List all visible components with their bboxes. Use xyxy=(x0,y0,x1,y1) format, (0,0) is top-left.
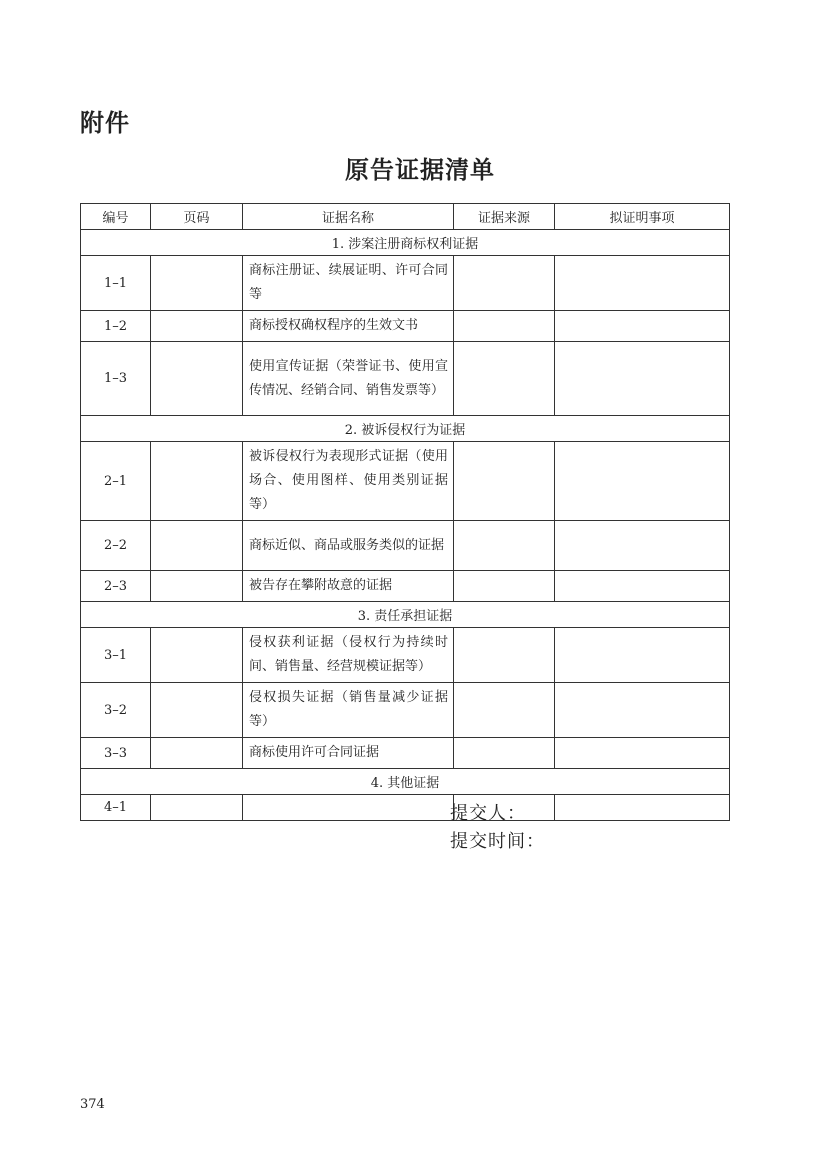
row-evidence-name: 被告存在攀附故意的证据 xyxy=(243,571,454,602)
row-page xyxy=(151,738,243,769)
header-purpose: 拟证明事项 xyxy=(555,204,730,230)
row-evidence-name xyxy=(243,795,454,821)
row-purpose xyxy=(555,571,730,602)
table-row xyxy=(81,521,730,571)
row-evidence-name: 被诉侵权行为表现形式证据（使用场合、使用图样、使用类别证据等） xyxy=(243,442,454,521)
row-evidence-source xyxy=(454,683,555,738)
row-page xyxy=(151,571,243,602)
table-header-row xyxy=(81,204,730,230)
row-number: 4–1 xyxy=(81,795,151,821)
row-evidence-source xyxy=(454,628,555,683)
row-evidence-name: 商标授权确权程序的生效文书 xyxy=(243,311,454,342)
section-row xyxy=(81,769,730,795)
row-evidence-source xyxy=(454,571,555,602)
header-evidence-name: 证据名称 xyxy=(243,204,454,230)
row-purpose xyxy=(555,521,730,571)
table-row xyxy=(81,683,730,738)
table-row xyxy=(81,628,730,683)
row-evidence-name: 商标注册证、续展证明、许可合同等 xyxy=(243,256,454,311)
submission-time-label: 提交时间： xyxy=(450,831,545,852)
row-page xyxy=(151,442,243,521)
section-title: 2. 被诉侵权行为证据 xyxy=(81,416,730,442)
row-number: 2–1 xyxy=(81,442,151,521)
header-page: 页码 xyxy=(151,204,243,230)
row-number: 1–3 xyxy=(81,342,151,416)
section-row xyxy=(81,602,730,628)
row-evidence-source xyxy=(454,521,555,571)
row-number: 2–2 xyxy=(81,521,151,571)
row-evidence-name: 侵权获利证据（侵权行为持续时间、销售量、经营规模证据等） xyxy=(243,628,454,683)
row-purpose xyxy=(555,256,730,311)
row-number: 1–1 xyxy=(81,256,151,311)
row-evidence-source xyxy=(454,442,555,521)
row-evidence-source xyxy=(454,342,555,416)
row-evidence-source xyxy=(454,256,555,311)
table-row xyxy=(81,571,730,602)
row-page xyxy=(151,521,243,571)
row-evidence-source xyxy=(454,738,555,769)
row-page xyxy=(151,342,243,416)
row-number: 1–2 xyxy=(81,311,151,342)
table-row xyxy=(81,256,730,311)
row-purpose xyxy=(555,311,730,342)
row-page xyxy=(151,311,243,342)
section-title: 3. 责任承担证据 xyxy=(81,602,730,628)
row-purpose xyxy=(555,795,730,821)
evidence-table xyxy=(80,203,730,821)
row-purpose xyxy=(555,683,730,738)
header-evidence-source: 证据来源 xyxy=(454,204,555,230)
document-title: 原告证据清单 xyxy=(345,155,495,184)
row-evidence-name: 商标使用许可合同证据 xyxy=(243,738,454,769)
row-evidence-name: 商标近似、商品或服务类似的证据 xyxy=(243,521,454,571)
row-purpose xyxy=(555,342,730,416)
row-number: 3–2 xyxy=(81,683,151,738)
section-row xyxy=(81,416,730,442)
table-row xyxy=(81,442,730,521)
submitter-label: 提交人： xyxy=(450,803,526,824)
row-evidence-name: 使用宣传证据（荣誉证书、使用宣传情况、经销合同、销售发票等） xyxy=(243,342,454,416)
attachment-label: 附件 xyxy=(80,108,130,137)
row-number: 3–3 xyxy=(81,738,151,769)
row-page xyxy=(151,795,243,821)
page-number: 374 xyxy=(80,1097,105,1112)
row-evidence-name: 侵权损失证据（销售量减少证据等） xyxy=(243,683,454,738)
row-purpose xyxy=(555,738,730,769)
header-number: 编号 xyxy=(81,204,151,230)
section-title: 1. 涉案注册商标权利证据 xyxy=(81,230,730,256)
table-row xyxy=(81,795,730,821)
section-title: 4. 其他证据 xyxy=(81,769,730,795)
row-evidence-source xyxy=(454,311,555,342)
section-row xyxy=(81,230,730,256)
table-row xyxy=(81,738,730,769)
row-page xyxy=(151,683,243,738)
row-page xyxy=(151,628,243,683)
row-purpose xyxy=(555,628,730,683)
table-row xyxy=(81,342,730,416)
row-page xyxy=(151,256,243,311)
row-purpose xyxy=(555,442,730,521)
row-number: 3–1 xyxy=(81,628,151,683)
table-row xyxy=(81,311,730,342)
row-number: 2–3 xyxy=(81,571,151,602)
